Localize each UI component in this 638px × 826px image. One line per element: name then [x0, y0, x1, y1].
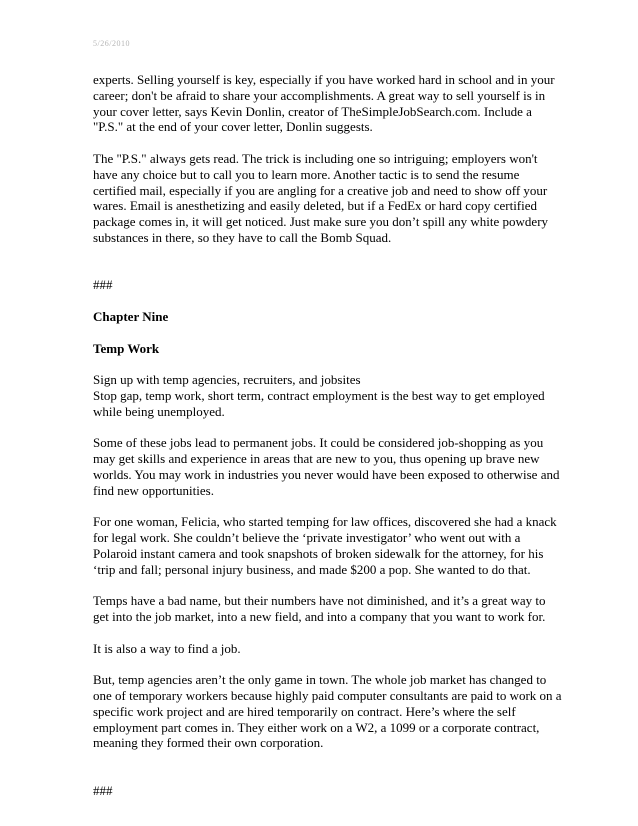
paragraph-signup-line: Sign up with temp agencies, recruiters, and jobsites	[93, 372, 361, 388]
paragraph-temps-bad-name: Temps have a bad name, but their numbers have not diminished, and it’s a great way to get into the job market, into a new field, and into a company that you want to work for.	[93, 593, 546, 625]
paragraph-temp-agencies: But, temp agencies aren’t the only game in town. The whole job market has changed to one of temporary workers because highly paid computer consultants are paid to work on a specific work project and are hired temporarily on contract. Here’s where the self employment part comes in. They either work on a W2, a 1099 or a corporate contract, meaning they formed their own corporation.	[93, 672, 562, 751]
header-date: 5/26/2010	[93, 39, 130, 48]
paragraph-permanent-jobs: Some of these jobs lead to permanent jobs. It could be considered job-shopping as you may get skills and experience in areas that are new to you, thus opening up brave new worlds. You may work in industries you never would have been exposed to otherwise and find new opportunities.	[93, 435, 560, 498]
paragraph-stop-gap: Stop gap, temp work, short term, contract employment is the best way to get employed while being unemployed.	[93, 387, 545, 419]
paragraph-ps: The "P.S." always gets read. The trick is including one so intriguing; employers won't have any choice but to call you to learn more. Another tactic is to send the resume certified mail, especially if you are angling for a creative job and need to show off your wares. Email is anesthetizing and easily deleted, but if a FedEx or hard copy certified package comes in, it will get noticed. Just make sure you don’t spill any white powdery substances in there, so they have to call the Bomb Squad.	[93, 150, 549, 245]
section-separator: ###	[93, 277, 113, 293]
paragraph-felicia: For one woman, Felicia, who started temping for law offices, discovered she had a knack for legal work. She couldn’t believe the ‘private investigator’ who went out with a Polaroid instant camera and took snapshots of broken sidewalk for the attorney, for his ‘trip and fall; personal injury business, and made $200 a pop. She wanted to do that.	[93, 514, 557, 577]
paragraph-find-job: It is also a way to find a job.	[93, 640, 241, 656]
paragraph-cover-letter: experts. Selling yourself is key, especially if you have worked hard in school and in your career; don't be afraid to share your accomplishments. A great way to sell yourself is in your cover letter, says Kevin Donlin, creator of TheSimpleJobSearch.com. Include a "P.S." at the end of your cover letter, Donlin suggests.	[93, 72, 555, 135]
section-heading: Temp Work	[93, 340, 160, 356]
chapter-heading: Chapter Nine	[93, 308, 169, 324]
document-body	[93, 72, 563, 799]
section-separator-end: ###	[93, 782, 113, 798]
